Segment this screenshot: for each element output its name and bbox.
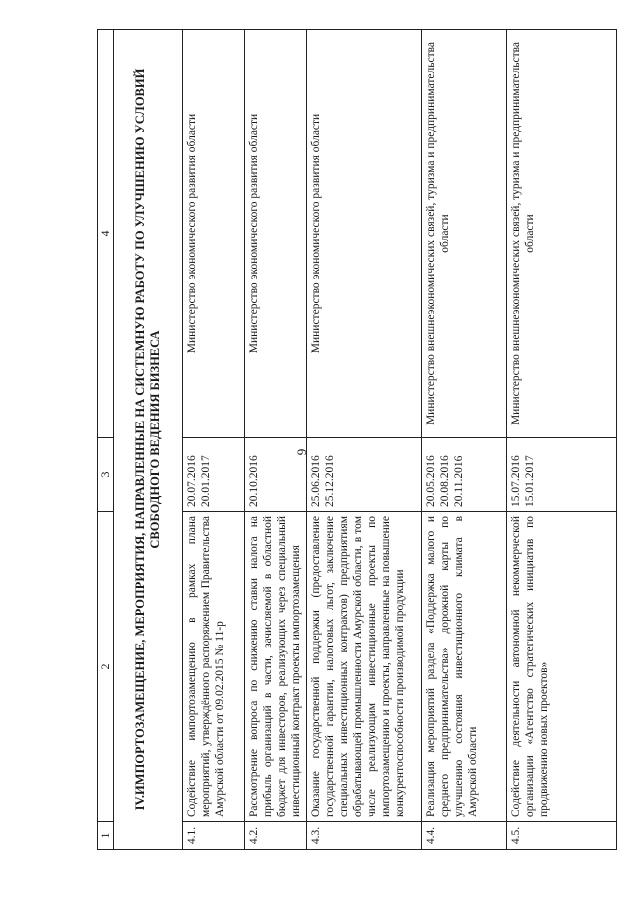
measure-text: Содействие импортозамещению в рамках плана мероприятий, утверждённого распоряжением Правительства Амурской области от 09.02.2015 № 11-р <box>183 512 245 822</box>
measure-text: Реализация мероприятий раздела «Поддержка малого и среднего предпринимательства» дорожной карты по улучшению состояния инвестиционного климата в Амурской области <box>422 512 507 822</box>
deadline-dates <box>183 438 245 512</box>
table-row <box>183 30 245 850</box>
deadline-date: 25.12.2016 <box>324 455 337 507</box>
table-row <box>507 30 617 850</box>
column-number: 3 <box>98 438 114 512</box>
column-number: 2 <box>98 512 114 822</box>
row-number: 4.3. <box>307 822 422 850</box>
responsible-body: Министерство экономического развития области <box>183 30 245 438</box>
responsible-body: Министерство внешнеэкономических связей, туризма и предпринимательства области <box>422 30 507 438</box>
responsible-body: Министерство внешнеэкономических связей, туризма и предпринимательства области <box>507 30 617 438</box>
table-row <box>307 30 422 850</box>
measures-table <box>97 29 617 850</box>
deadline-dates <box>245 438 307 512</box>
row-number: 4.5. <box>507 822 617 850</box>
row-number: 4.1. <box>183 822 245 850</box>
table-row <box>245 30 307 850</box>
column-number-row <box>98 30 114 850</box>
row-number: 4.2. <box>245 822 307 850</box>
deadline-date: 15.07.2016 <box>510 455 522 507</box>
deadline-dates <box>507 438 617 512</box>
deadline-date: 20.07.2016 <box>186 455 198 507</box>
deadline-date: 20.10.2016 <box>248 455 260 507</box>
deadline-dates <box>307 438 422 512</box>
column-number: 1 <box>98 822 114 850</box>
deadline-date: 20.11.2016 <box>453 455 466 507</box>
measure-text: Оказание государственной поддержки (предоставление государственной гарантии, налоговых льгот, заключение специальных инвестиционных контрактов) предприятиям обрабатывающей промышленности Амурской области, в том числе реализующим инвестиционные проекты по импортозамещению и проекты, направленные на повышение конкурентоспособности производимой продукции <box>307 512 422 822</box>
responsible-body: Министерство экономического развития области <box>307 30 422 438</box>
deadline-dates <box>422 438 507 512</box>
column-number: 4 <box>98 30 114 438</box>
deadline-date: 25.06.2016 <box>310 455 322 507</box>
section-row <box>114 30 183 850</box>
deadline-date: 15.01.2017 <box>524 455 537 507</box>
deadline-date: 20.08.2016 <box>439 455 452 507</box>
responsible-body: Министерство экономического развития области <box>245 30 307 438</box>
section-title: IV.ИМПОРТОЗАМЕЩЕНИЕ, МЕРОПРИЯТИЯ, НАПРАВЛЕННЫЕ НА СИСТЕМНУЮ РАБОТУ ПО УЛУЧШЕНИЮ УСЛОВИЙ СВОБОДНОГО ВЕДЕНИЯ БИЗНЕСА <box>114 30 183 850</box>
row-number: 4.4. <box>422 822 507 850</box>
measure-text: Содействие деятельности автономной некоммерческой организации «Агентство стратегических инициатив по продвижению новых проектов» <box>507 512 617 822</box>
rotated-page <box>97 30 617 850</box>
page-number: 9 <box>294 448 309 456</box>
table-row <box>422 30 507 850</box>
measure-text: Рассмотрение вопроса по снижению ставки налога на прибыль организаций в части, зачисляемой в областной бюджет для инвесторов, реализующих через специальный инвестиционный контракт проекты импортозамещения <box>245 512 307 822</box>
deadline-date: 20.01.2017 <box>200 455 213 507</box>
deadline-date: 20.05.2016 <box>425 455 437 507</box>
